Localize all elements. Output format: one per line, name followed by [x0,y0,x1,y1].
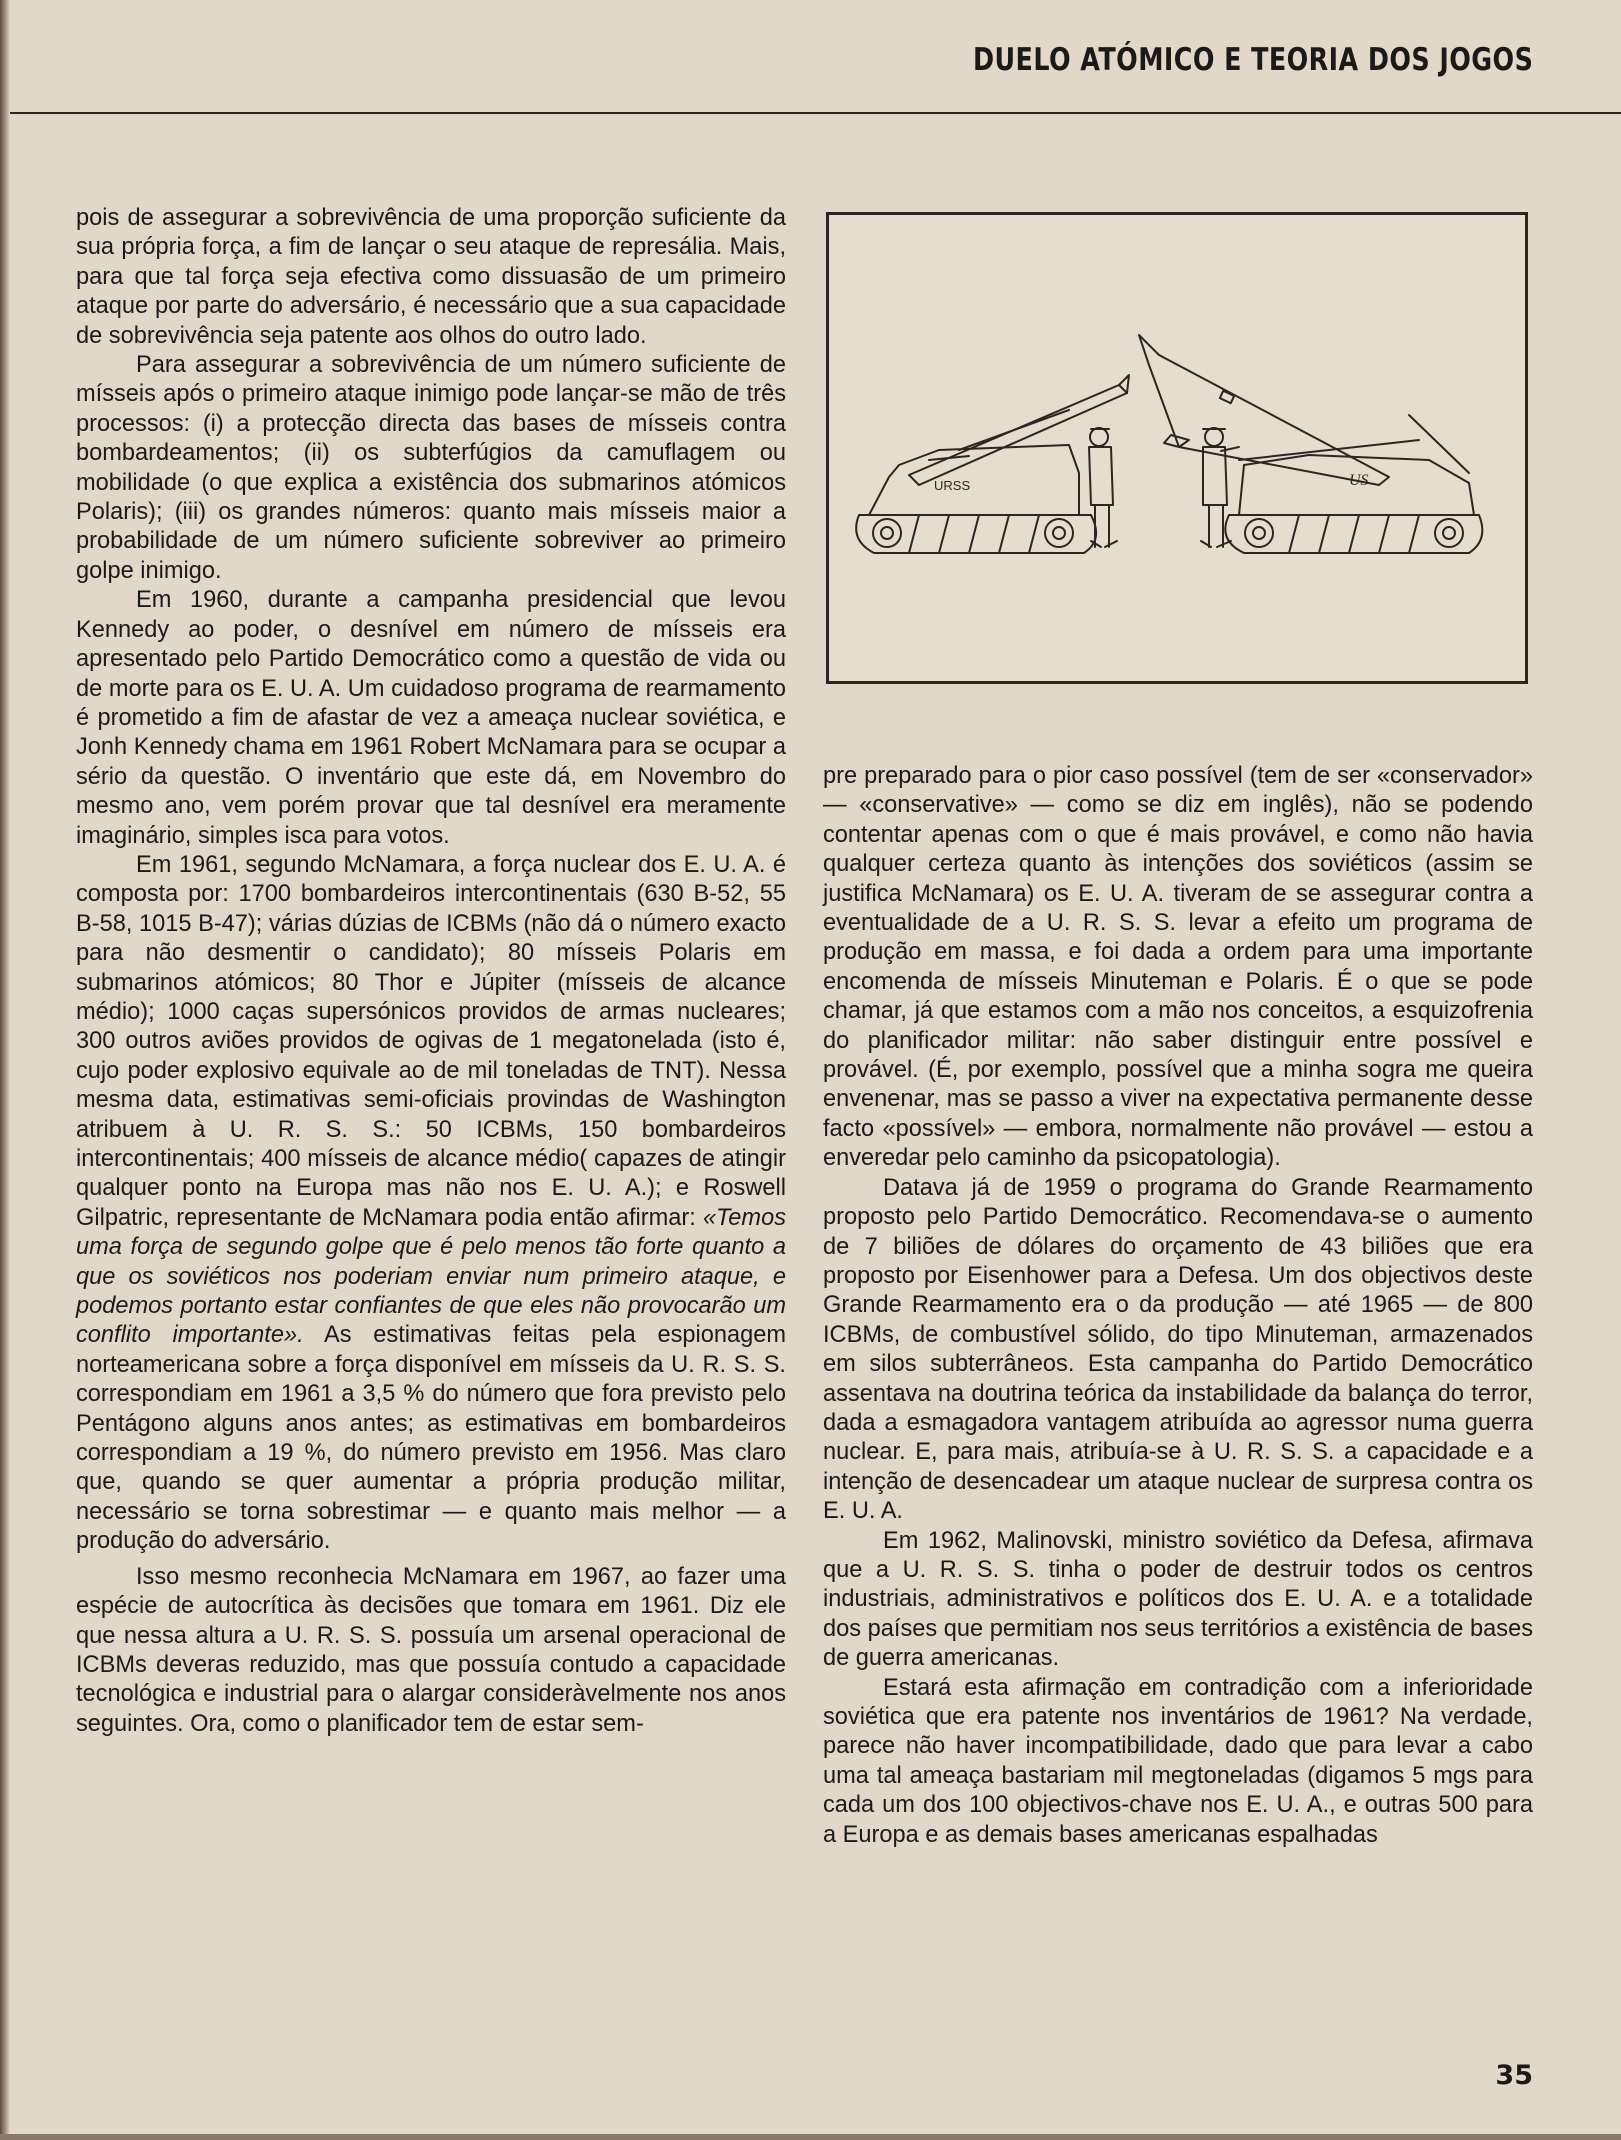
tank-label-us: US [1349,472,1369,489]
paragraph: Datava já de 1959 o programa do Grande Rearmamento proposto pelo Partido Democrático. Recomendava-se o aumento de 7 biliões de dólares do orçamento de 43 biliões que era proposto por Eisenhower para a Defesa. Um dos objectivos deste Grande Rearmamento era o da produção — até 1965 — de 800 ICBMs, de combustível sólido, do tipo Minuteman, armazenados em silos subterrâneos. Esta campanha do Partido Democrático assentava na doutrina teórica da instabilidade da balança do terror, dada a esmagadora vantagem atribuída ao agressor numa guerra nuclear. E, para mais, atribuía-se à U. R. S. S. a capacidade e a intenção de desencadear um ataque nuclear de surpresa contra os E. U. A. [823,1174,1533,1525]
quote: «Temos uma força de segundo golpe que é pelo menos tão forte quanto a que os soviéticos nos poderiam enviar num primeiro ataque, e podemos portanto estar confiantes de que eles não provocarão um conflito importante». [76,1204,786,1349]
paragraph: Estará esta afirmação em contradição com a inferioridade soviética que era patente nos inventários de 1961? Na verdade, parece não haver incompatibilidade, dado que para levar a cabo uma tal ameaça bastariam mil megtoneladas (digamos 5 mgs para cada um dos 100 objectivos-chave nos E. U. A., e outras 500 para a Europa e as demais bases americanas espalhadas [823,1674,1533,1848]
paragraph: pois de assegurar a sobrevivência de uma proporção suficiente da sua própria força, a fim de lançar o seu ataque de represália. Mais, para que tal força seja efectiva como dissuasão de um primeiro ataque por parte do adversário, é necessário que a sua capacidade de sobrevivência seja patente aos olhos do outro lado. [76,205,786,349]
paragraph [76,851,786,1557]
header-rule [10,112,1621,114]
left-column [76,204,786,1739]
paragraph: pre preparado para o pior caso possível (tem de ser «conservador» — «conservative» — como se diz em inglês), não se podendo contentar apenas com o que é mais provável, e como não havia qualquer certeza quanto às intenções dos soviéticos (assim se justifica McNamara) os E. U. A. tiveram de se assegurar contra a eventualidade de a U. R. S. S. levar a efeito um programa de produção em massa, e foi dada a ordem para uma importante encomenda de mísseis Minuteman e Polaris. É o que se pode chamar, já que estamos com a mão nos conceitos, a esquizofrenia do planificador militar: não saber distinguir entre possível e provável. (É, por exemplo, possível que a minha sogra me queira envenenar, mas se passo a viver na expectativa permanente desse facto «possível» — embora, normalmente não provável — estou a enveredar pelo caminho da psicopatologia). [823,763,1533,1172]
right-column [823,762,1533,1850]
page-edge [0,0,10,2140]
paragraph: Em 1960, durante a campanha presidencial que levou Kennedy ao poder, o desnível em número de mísseis era apresentado pelo Partido Democrático como a questão de vida ou de morte para os E. U. A. Um cuidadoso programa de rearmamento é prometido a fim de afastar de vez a ameaça nuclear soviética, e Jonh Kennedy chama em 1961 Robert McNamara para se ocupar a sério da questão. O inventário que este dá, em Novembro do mesmo ano, vem porém provar que tal desnível era meramente imaginário, simples isca para votos. [76,587,786,849]
paragraph: Para assegurar a sobrevivência de um número suficiente de mísseis após o primeiro ataque inimigo pode lançar-se mão de três processos: (i) a protecção directa das bases de mísseis contra bombardeamentos; (ii) os subterfúgios da camuflagem ou mobilidade (o que explica a existência dos submarinos atómicos Polaris); (iii) os grandes números: quanto mais mísseis maior a probabilidade de um número suficiente sobreviver ao primeiro golpe inimigo. [76,352,786,584]
cartoon-drawing [829,215,1525,681]
page-number: 35 [1495,2060,1533,2091]
paragraph-text: Em 1961, segundo McNamara, a força nuclear dos E. U. A. é composta por: 1700 bombardeiros intercontinentais (630 B-52, 55 B-58, 1015 B-47); várias dúzias de ICBMs (não dá o número exacto para não desmentir o candidato); 80 mísseis Polaris em submarinos atómicos; 80 Thor e Júpiter (mísseis de alcance médio); 1000 caças supersónicos providos de armas nucleares; 300 outros aviões providos de ogivas de 1 megatonelada (isto é, cujo poder explosivo equivale ao de mil toneladas de TNT). Nessa mesma data, estimativas semi-oficiais provindas de Washington atribuem à U. R. S. S.: 50 ICBMs, 150 bombardeiros intercontinentais; 400 mísseis de alcance médio( capazes de atingir qualquer ponto na Europa mas não nos E. U. A.); e Roswell Gilpatric, representante de McNamara podia então afirmar: [76,851,786,1231]
running-header: DUELO ATÓMICO E TEORIA DOS JOGOS [972,42,1533,78]
page-edge-bottom [0,2134,1621,2140]
paragraph: Isso mesmo reconhecia McNamara em 1967, ao fazer uma espécie de autocrítica às decisões que tomara em 1961. Diz ele que nessa altura a U. R. S. S. possuía um arsenal operacional de ICBMs deveras reduzido, mas que possuía contudo a capacidade tecnológica e industrial para o alargar consideràvelmente nos anos seguintes. Ora, como o planificador tem de estar sem- [76,1563,786,1737]
paragraph: Em 1962, Malinovski, ministro soviético da Defesa, afirmava que a U. R. S. S. tinha o poder de destruir todos os centros industriais, administrativos e políticos dos E. U. A. e a totalidade dos países que permitiam nos seus territórios a existência de bases de guerra americanas. [823,1527,1533,1672]
tank-label-urss: URSS [934,478,971,493]
paragraph-text: As estimativas feitas pela espionagem norteamericana sobre a força disponível em mísseis da U. R. S. S. correspondiam em 1961 a 3,5 % do número que fora previsto pelo Pentágono alguns anos antes; as estimativas em bombardeiros correspondiam a 19 %, do número previsto em 1956. Mas claro que, quando se quer aumentar a própria produção militar, necessário se torna sobrestimar — e quanto mais melhor — a produção do adversário. [76,1322,786,1555]
cartoon-illustration [826,212,1528,684]
